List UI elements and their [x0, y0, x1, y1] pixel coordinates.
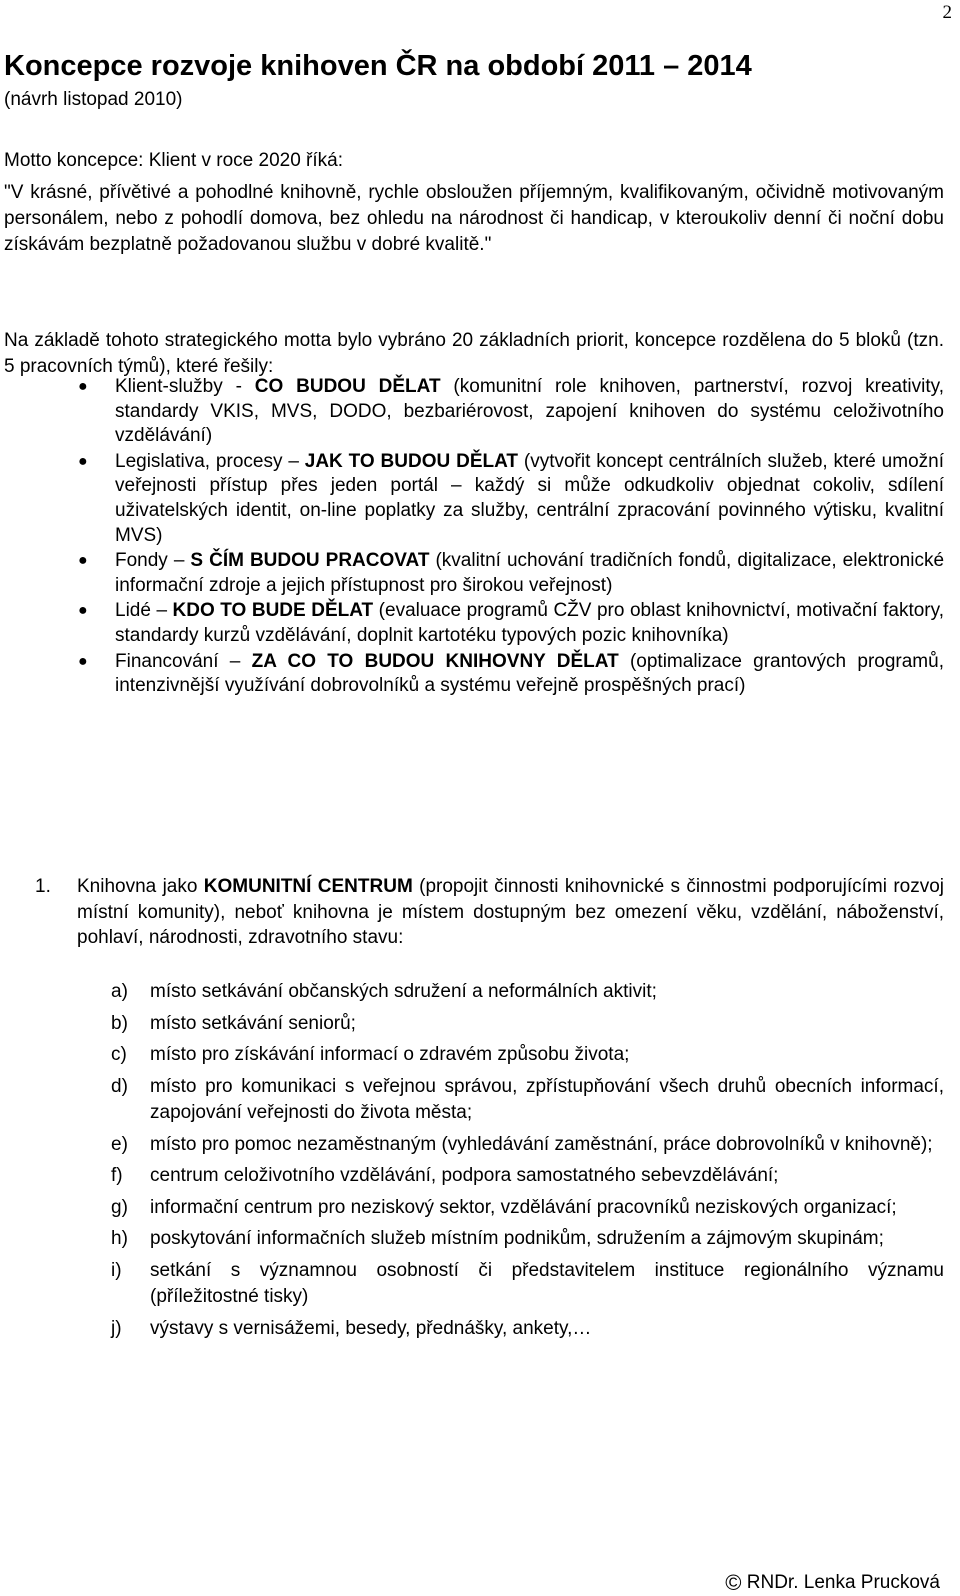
item-text: centrum celoživotního vzdělávání, podpora samostatného sebevzdělávání;: [150, 1165, 779, 1186]
author-name: RNDr. Lenka Prucková: [746, 1572, 940, 1593]
item-text: místo setkávání občanských sdružení a neformálních aktivit;: [150, 981, 657, 1002]
list-item: [0, 1226, 944, 1253]
bullet-icon: ●: [78, 378, 88, 395]
item-letter: c): [111, 1044, 127, 1065]
list-item: [0, 549, 944, 598]
item-text: setkání s významnou osobností či představitelem instituce regionálního významu (příležitostné tisky): [150, 1259, 944, 1307]
block-name: Lidé –: [115, 600, 173, 622]
block-name: Legislativa, procesy –: [115, 450, 305, 472]
list-item: [0, 1163, 944, 1190]
block-emphasis: ZA CO TO BUDOU KNIHOVNY DĚLAT: [251, 650, 619, 672]
section-number: 1.: [35, 876, 51, 897]
list-item: [0, 1011, 944, 1038]
item-letter: i): [111, 1259, 122, 1281]
block-name: Financování –: [115, 650, 252, 672]
motto-quote: "V krásné, přívětivé a pohodlné knihovně, rychle obsloužen příjemným, kvalifikovaným, očividně motivovaným personálem, nebo z pohodlí domova, bez ohledu na národnost či handicap, v kteroukoliv denní či noční dobu získávám bezplatně požadovanou službu v dobré kvalitě.": [4, 182, 944, 255]
bullet-icon: ●: [78, 552, 88, 570]
footer-author: [725, 1570, 940, 1596]
block-name: Klient-služby -: [115, 376, 255, 397]
item-letter: h): [111, 1228, 128, 1249]
list-item: [0, 650, 944, 699]
document-subtitle: (návrh listopad 2010): [4, 89, 183, 110]
list-item: [0, 1074, 944, 1127]
community-centre-list: [0, 979, 944, 1347]
list-item: [0, 1258, 944, 1311]
priority-blocks-list: [0, 375, 944, 700]
bullet-icon: ●: [78, 652, 88, 670]
item-letter: e): [111, 1133, 128, 1155]
item-text: místo pro získávání informací o zdravém způsobu života;: [150, 1044, 630, 1065]
list-item: [0, 375, 944, 449]
item-text: informační centrum pro neziskový sektor, vzdělávání pracovníků neziskových organizací;: [150, 1196, 897, 1218]
item-letter: d): [111, 1075, 128, 1097]
list-item: [0, 1316, 944, 1343]
item-text: poskytování informačních služeb místním podnikům, sdružením a zájmovým skupinám;: [150, 1228, 884, 1249]
section-text: [77, 874, 944, 951]
bullet-icon: ●: [78, 452, 88, 470]
copyright-icon: ©: [725, 1570, 742, 1595]
block-description: (kvalitní uchování tradičních fondů, digitalizace, elektronické informační zdroje a jejich přístupnost pro širokou veřejnost): [115, 550, 945, 596]
section-rest: (propojit činnosti knihovnické s činnostmi podporujícími rozvoj místní komunity), neboť knihovna je místem dostupným bez omezení věku, vzdělání, náboženství, pohlaví, národnosti, zdravotního stavu:: [77, 876, 944, 948]
block-description: (vytvořit koncept centrálních služeb, které umožní veřejnosti přístup přes jeden portál – každý si může odkudkoliv objednat cokoliv, sdílení uživatelských identit, on-line poplatky za služby, centrální zpracování povinného výtisku, kvalitní MVS): [115, 450, 944, 546]
section-emphasis: KOMUNITNÍ CENTRUM: [203, 876, 413, 897]
item-letter: a): [111, 981, 128, 1002]
list-item: [0, 599, 944, 648]
motto-label: Motto koncepce: Klient v roce 2020 říká:: [4, 150, 344, 171]
item-letter: f): [111, 1165, 123, 1186]
block-emphasis: CO BUDOU DĚLAT: [254, 376, 441, 397]
item-letter: g): [111, 1196, 128, 1218]
item-text: místo pro komunikaci s veřejnou správou, zpřístupňování všech druhů obecních informací, zapojování veřejnosti do života města;: [150, 1075, 944, 1123]
page-number: 2: [942, 2, 952, 23]
list-item: [0, 1042, 944, 1069]
list-item: [0, 1132, 944, 1159]
item-text: místo setkávání seniorů;: [150, 1012, 356, 1034]
block-description: (optimalizace grantových programů, intenzivnější využívání dobrovolníků a systému veřejně prospěšných prací): [115, 650, 944, 697]
item-text: místo pro pomoc nezaměstnaným (vyhledávání zaměstnání, práce dobrovolníků v knihovně);: [150, 1133, 933, 1155]
item-letter: b): [111, 1012, 128, 1034]
section-lead: Knihovna jako: [77, 876, 204, 897]
block-emphasis: JAK TO BUDOU DĚLAT: [304, 450, 519, 472]
item-text: výstavy s vernisážemi, besedy, přednášky, ankety,…: [150, 1317, 592, 1339]
document-title: Koncepce rozvoje knihoven ČR na období 2011 – 2014: [4, 50, 752, 82]
intro-paragraph: Na základě tohoto strategického motta bylo vybráno 20 základních priorit, koncepce rozdělena do 5 bloků (tzn. 5 pracovních týmů), které řešily:: [4, 330, 944, 377]
bullet-icon: ●: [78, 602, 88, 620]
list-item: [0, 450, 944, 548]
list-item: [0, 1195, 944, 1222]
block-emphasis: KDO TO BUDE DĚLAT: [172, 600, 374, 622]
section-1: [35, 874, 944, 951]
block-description: (komunitní role knihoven, partnerství, rozvoj kreativity, standardy VKIS, MVS, DODO, bezbariérovost, zapojení knihoven do systému celoživotního vzdělávání): [115, 376, 944, 447]
block-name: Fondy –: [115, 550, 191, 572]
item-letter: j): [111, 1317, 122, 1339]
block-description: (evaluace programů CŽV pro oblast knihovnictví, motivační faktory, standardy kurzů vzdělávání, doplnit kartotéku typových pozic knihovníka): [115, 600, 944, 646]
list-item: [0, 979, 944, 1006]
block-emphasis: S ČÍM BUDOU PRACOVAT: [190, 550, 430, 572]
